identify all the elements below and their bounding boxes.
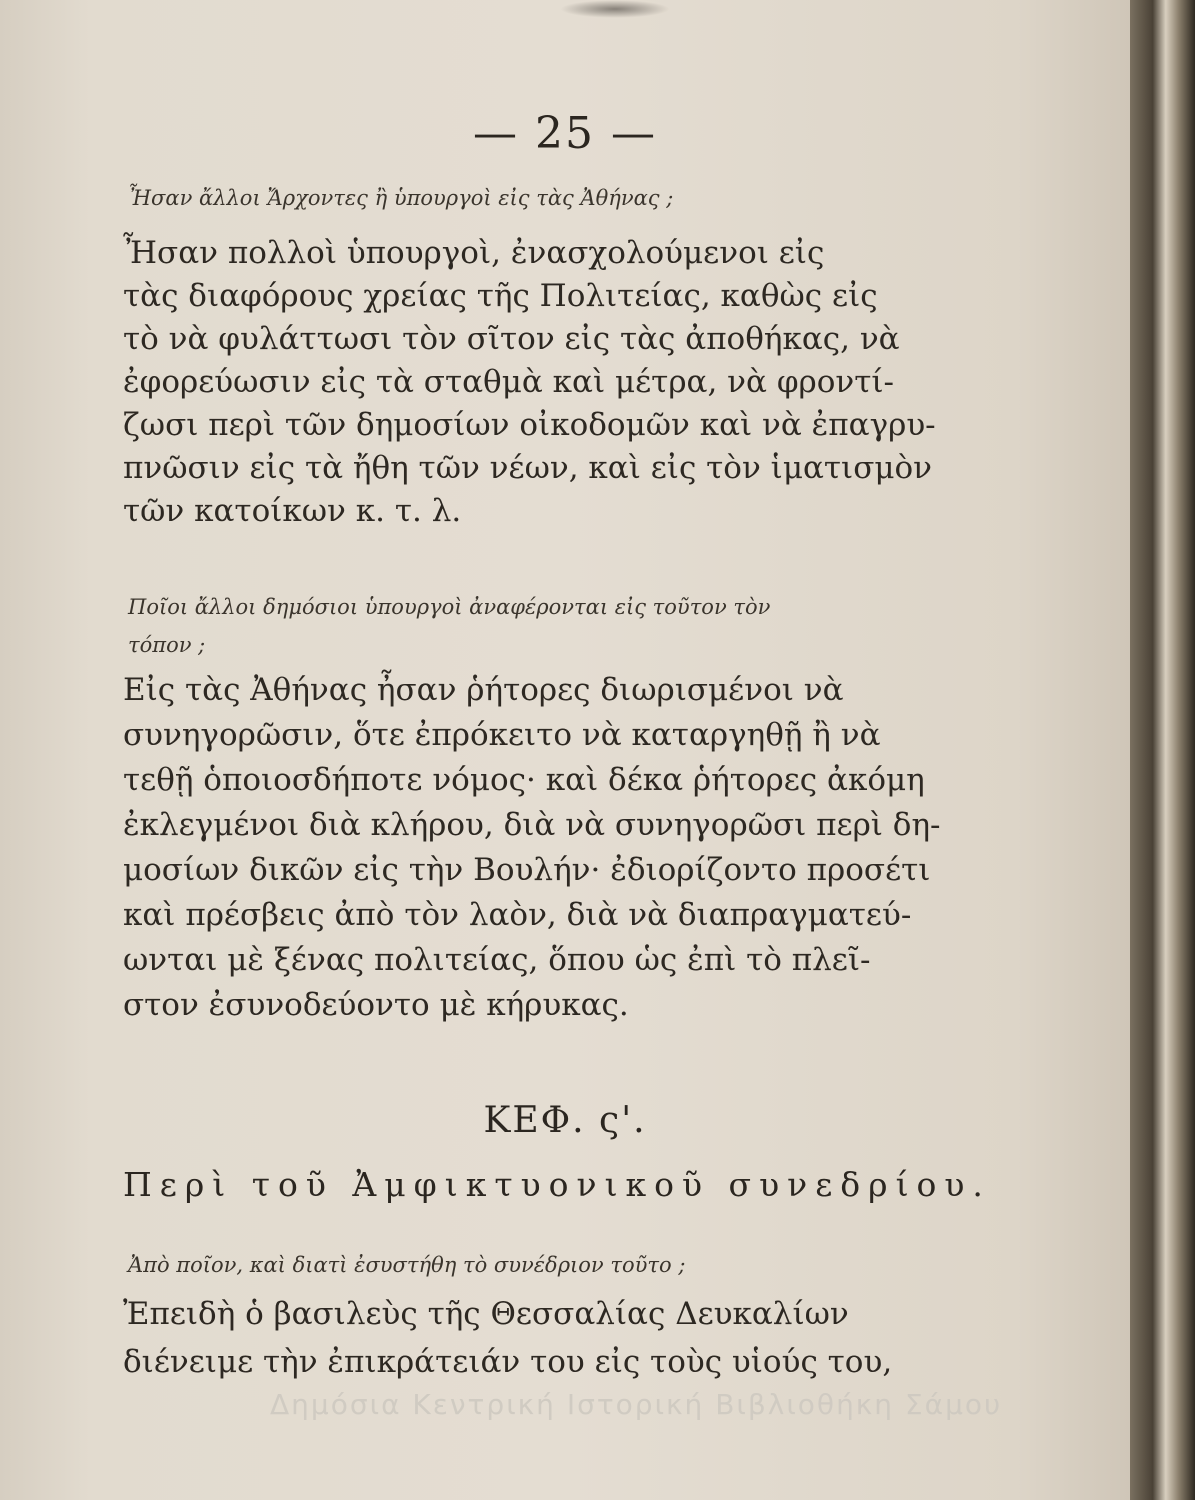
answer-line: στον ἐσυνοδεύοντο μὲ κήρυκας. [123,987,629,1023]
answer-2 [123,668,1003,1028]
answer-line: Ἦσαν πολλοὶ ὑπουργοὶ, ἐνασχολούμενοι εἰς [123,235,825,271]
chapter-heading: ΚΕΦ. ς'. [483,1100,647,1141]
question-2 [128,588,1008,664]
question-3 [128,1245,1008,1285]
answer-line: τὰς διαφόρους χρείας τῆς Πολιτείας, καθὼς εἰς [123,278,878,314]
question-line: Ποῖοι ἄλλοι δημόσιοι ὑπουργοὶ ἀναφέρονται εἰς τοῦτον τὸν [128,595,771,619]
answer-line: πνῶσιν εἰς τὰ ἤθη τῶν νέων, καὶ εἰς τὸν ἱματισμὸν [123,450,933,486]
answer-3 [123,1290,1003,1386]
question-1 [128,178,1008,218]
answer-line: ἐφορεύωσιν εἰς τὰ σταθμὰ καὶ μέτρα, νὰ φροντί- [123,364,895,400]
question-line: τόπον ; [128,633,206,657]
answer-line: συνηγορῶσιν, ὅτε ἐπρόκειτο νὰ καταργηθῇ ἢ νὰ [123,717,881,753]
question-line: Ἦσαν ἄλλοι Ἄρχοντες ἢ ὑπουργοὶ εἰς τὰς Ἀθήνας ; [128,186,674,210]
answer-line: ζωσι περὶ τῶν δημοσίων οἰκοδομῶν καὶ νὰ ἐπαγρυ- [123,407,936,443]
page-number: — 25 — [473,108,657,159]
answer-line: τῶν κατοίκων κ. τ. λ. [123,493,462,529]
answer-line: τὸ νὰ φυλάττωσι τὸν σῖτον εἰς τὰς ἀποθήκας, νὰ [123,321,900,357]
answer-line: Εἰς τὰς Ἀθήνας ἦσαν ῥήτορες διωρισμένοι νὰ [123,672,844,708]
answer-line: τεθῇ ὁποιοσδήποτε νόμος· καὶ δέκα ῥήτορες ἀκόμη [123,762,925,798]
page-stain [560,0,670,18]
question-line: Ἀπὸ ποῖον, καὶ διατὶ ἐσυστήθη τὸ συνέδριον τοῦτο ; [128,1253,686,1277]
answer-line: Ἐπειδὴ ὁ βασιλεὺς τῆς Θεσσαλίας Δευκαλίων [123,1296,849,1332]
book-spine [1130,0,1195,1500]
answer-line: καὶ πρέσβεις ἀπὸ τὸν λαὸν, διὰ νὰ διαπραγματεύ- [123,897,912,933]
answer-line: μοσίων δικῶν εἰς τὴν Βουλήν· ἐδιορίζοντο προσέτι [123,852,931,888]
chapter-title: Περὶ τοῦ Ἀμφικτυονικοῦ συνεδρίου. [123,1165,991,1204]
answer-line: διένειμε τὴν ἐπικράτειάν του εἰς τοὺς υἱούς του, [123,1344,893,1380]
answer-1 [123,232,1003,533]
answer-line: ωνται μὲ ξένας πολιτείας, ὅπου ὡς ἐπὶ τὸ πλεῖ- [123,942,871,978]
answer-line: ἐκλεγμένοι διὰ κλήρου, διὰ νὰ συνηγορῶσι περὶ δη- [123,807,941,843]
library-watermark: Δημόσια Κεντρική Ιστορική Βιβλιοθήκη Σάμου [270,1388,1003,1421]
